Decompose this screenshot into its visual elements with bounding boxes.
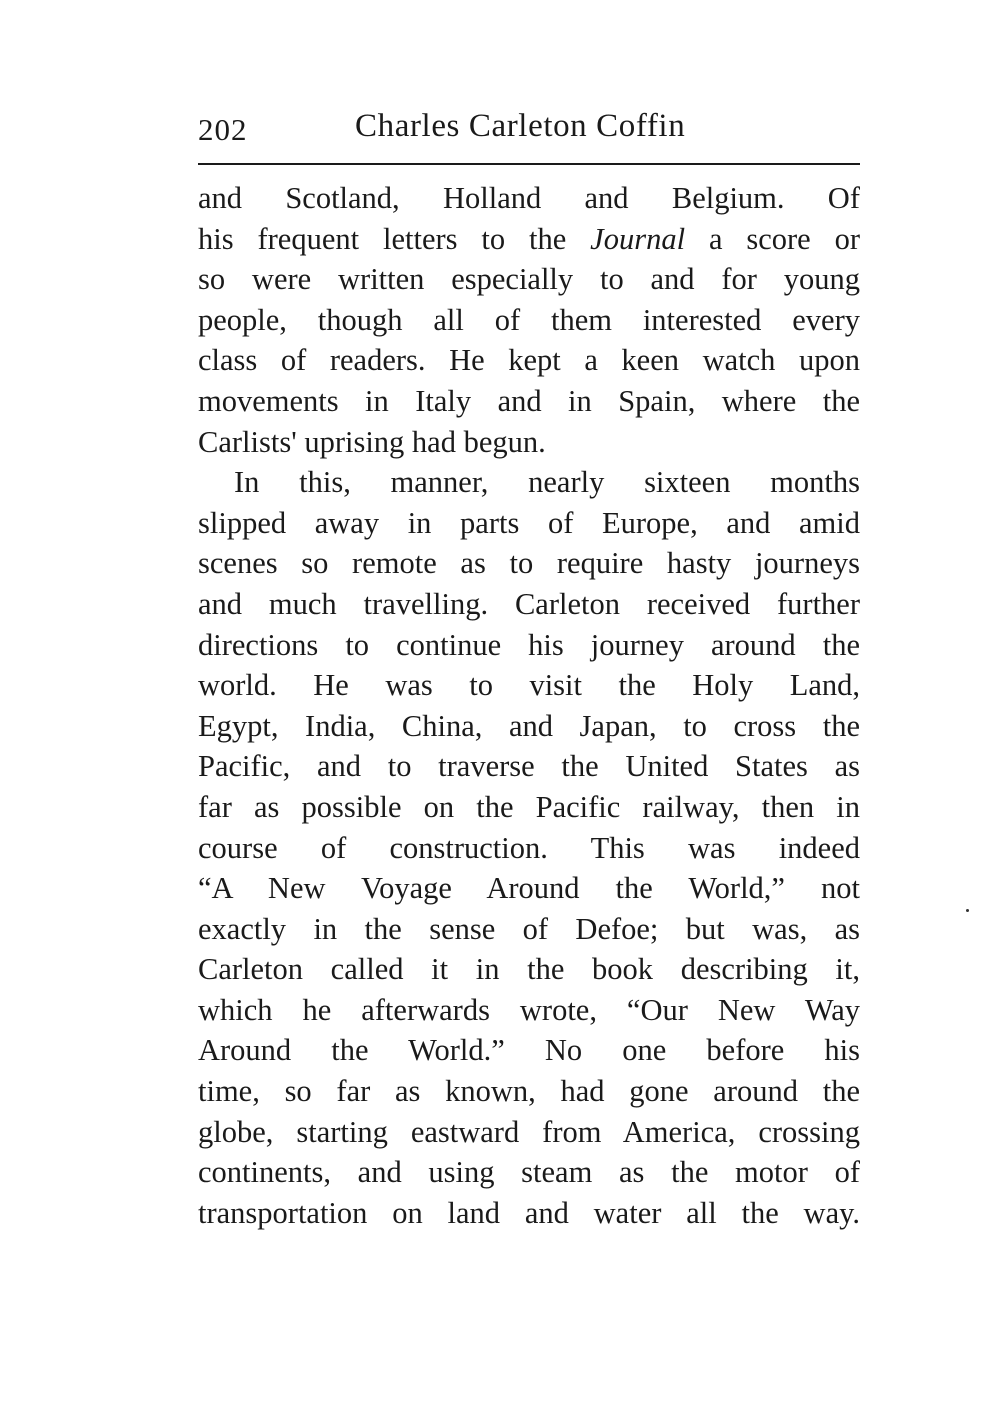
text-line: transportation on land and water all the way.	[198, 1195, 860, 1230]
page-number: 202	[198, 112, 248, 147]
text-line: slipped away in parts of Europe, and amid	[198, 505, 860, 540]
text-line: continents, and using steam as the motor of	[198, 1155, 860, 1190]
text-line: directions to continue his journey around the	[198, 627, 860, 662]
text-line: Carlists' uprising had begun.	[198, 424, 546, 459]
text-line	[198, 219, 860, 260]
text-line: world. He was to visit the Holy Land,	[198, 668, 860, 703]
text-line: exactly in the sense of Defoe; but was, as	[198, 911, 860, 946]
scan-speck	[966, 909, 969, 912]
text-line: and much travelling. Carleton received further	[198, 586, 860, 621]
text-line: and Scotland, Holland and Belgium. Of	[198, 181, 860, 215]
text-line: Egypt, India, China, and Japan, to cross the	[198, 708, 860, 743]
text-line: course of construction. This was indeed	[198, 830, 860, 865]
header-rule	[198, 163, 860, 165]
running-title: Charles Carleton Coffin	[355, 108, 686, 144]
text-line: scenes so remote as to require hasty journeys	[198, 546, 860, 581]
text-line: class of readers. He kept a keen watch upon	[198, 343, 860, 378]
text-line: time, so far as known, had gone around the	[198, 1074, 860, 1109]
text-line: Carleton called it in the book describing it,	[198, 952, 860, 987]
text-line: In this, manner, nearly sixteen months	[234, 465, 860, 500]
text-line: movements in Italy and in Spain, where the	[198, 383, 860, 418]
text-segment: a score or	[708, 221, 860, 256]
body-text	[198, 178, 860, 1233]
text-line: people, though all of them interested every	[198, 302, 860, 337]
text-line: far as possible on the Pacific railway, then in	[198, 789, 860, 824]
text-segment: his frequent letters to the	[198, 221, 567, 256]
text-line: which he afterwards wrote, “Our New Way	[198, 992, 860, 1027]
text-line: Pacific, and to traverse the United States as	[198, 749, 860, 784]
running-head	[198, 108, 860, 158]
text-line: so were written especially to and for young	[198, 262, 860, 297]
journal-title: Journal	[590, 221, 686, 256]
text-line: globe, starting eastward from America, crossing	[198, 1114, 860, 1149]
text-line: Around the World.” No one before his	[198, 1033, 860, 1068]
text-line: “A New Voyage Around the World,” not	[198, 871, 860, 906]
